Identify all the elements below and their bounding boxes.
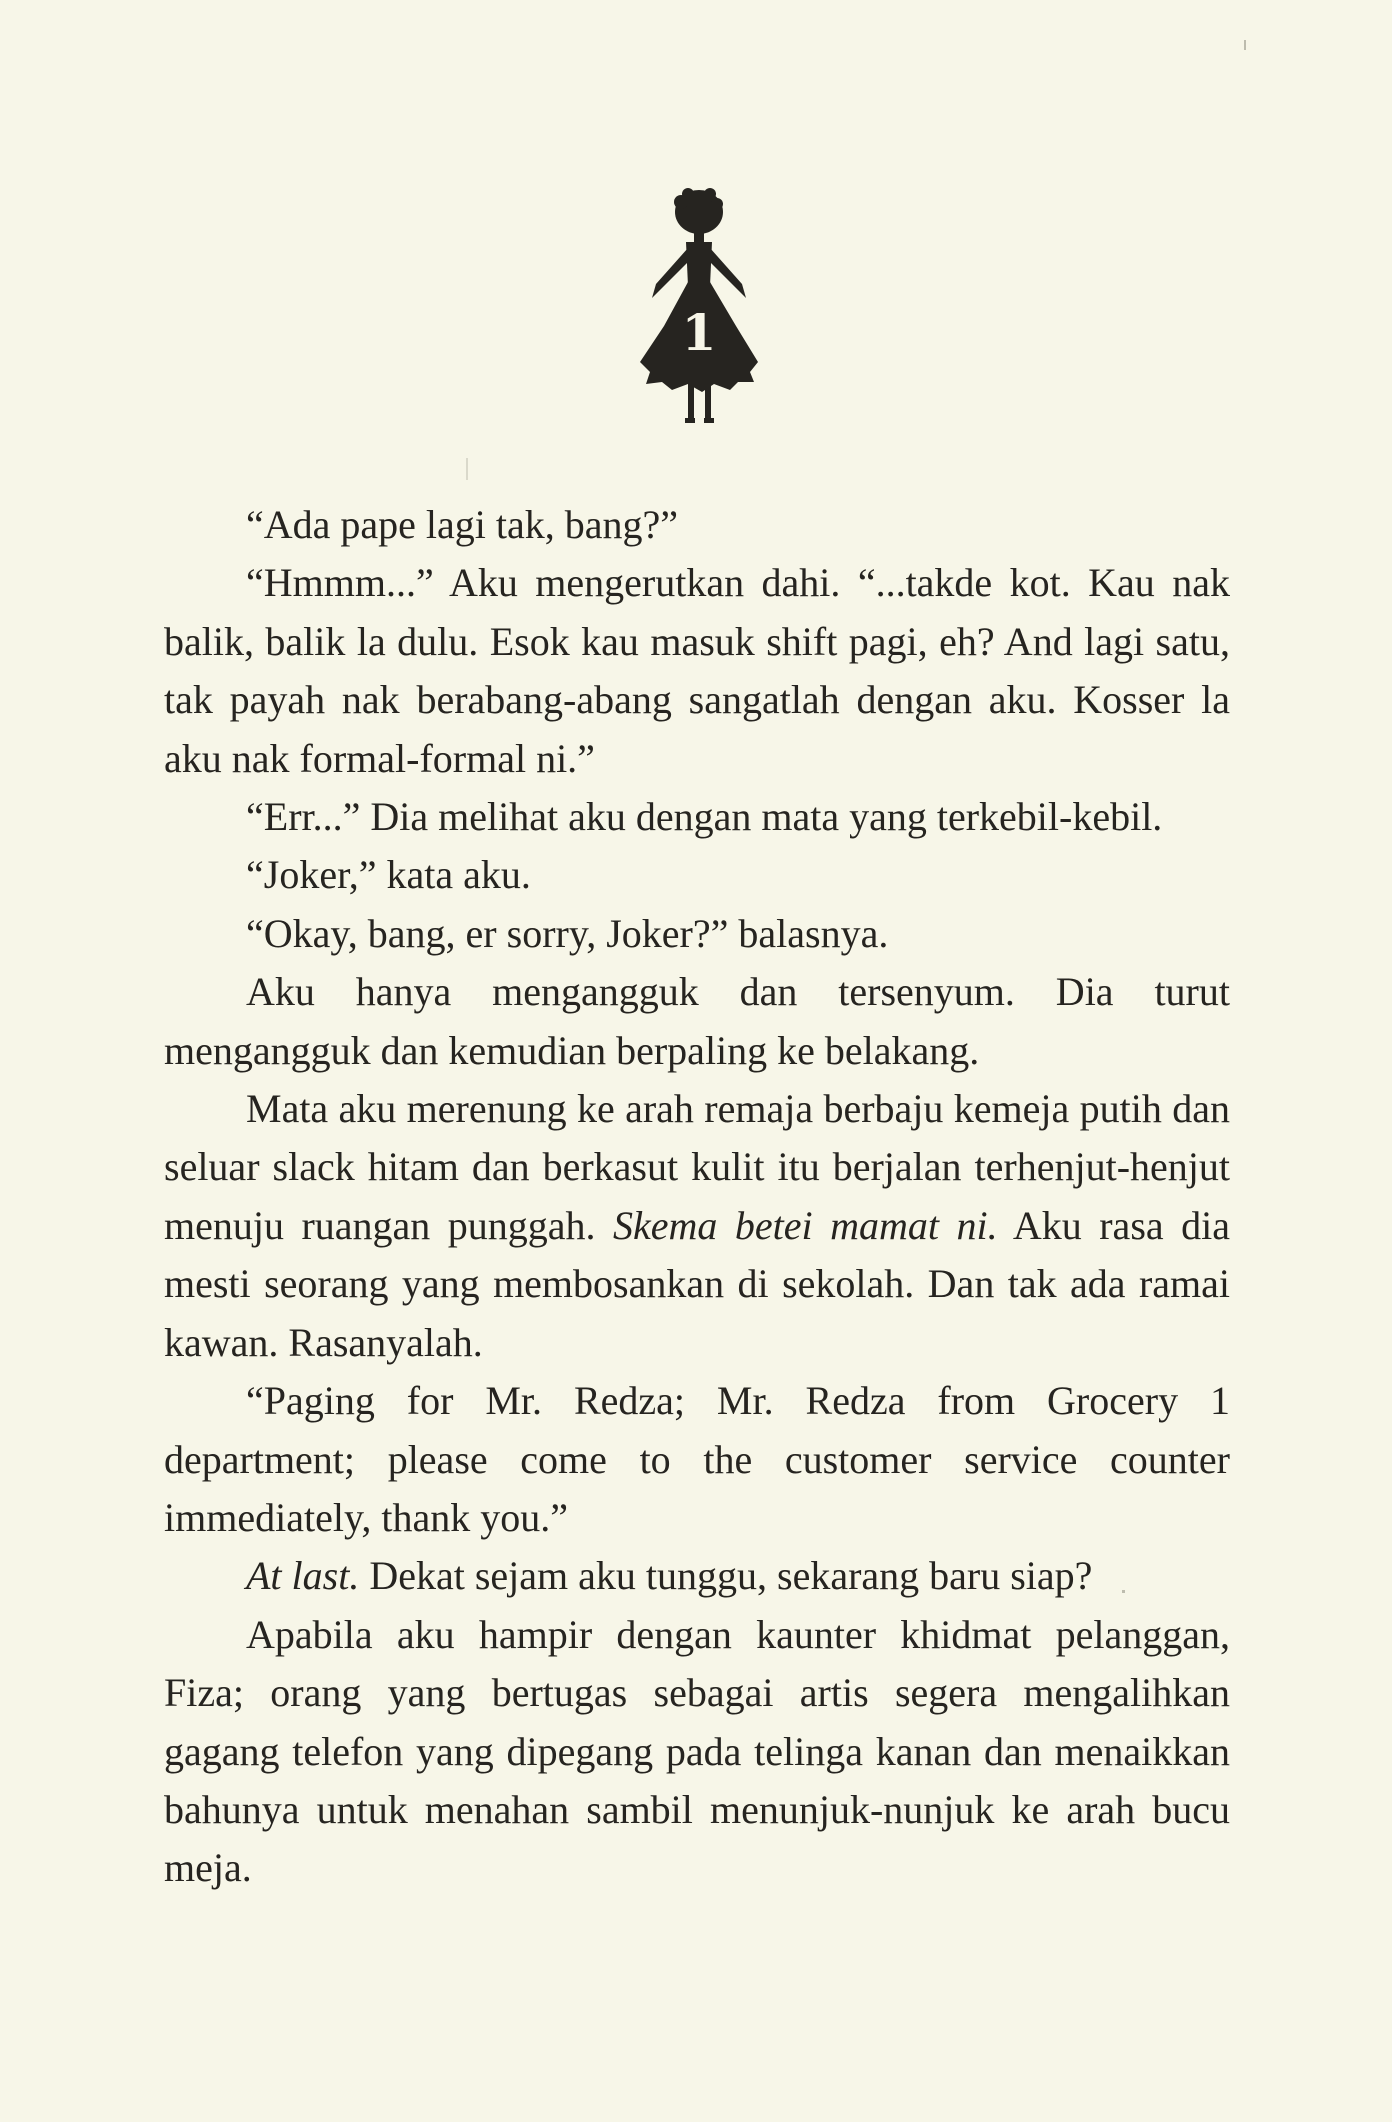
- scan-speck: [1244, 40, 1246, 50]
- text-segment: “Ada pape lagi tak, bang?”: [246, 502, 679, 547]
- paragraph: [164, 1080, 1230, 1372]
- text-segment: Dekat sejam aku tunggu, sekarang baru siap?: [359, 1553, 1093, 1599]
- text-segment: Aku hanya mengangguk dan tersenyum. Dia turut mengangguk dan kemudian berpaling ke belakang.: [164, 969, 1230, 1073]
- text-segment: “Paging for Mr. Redza; Mr. Redza from Grocery 1 department; please come to the customer service counter immediately, thank you.”: [164, 1378, 1230, 1540]
- scan-speck: [466, 458, 468, 480]
- paragraph: [164, 554, 1230, 788]
- paragraph: [164, 1372, 1230, 1547]
- italic-phrase: At last.: [246, 1553, 360, 1599]
- paragraph: [164, 905, 1230, 963]
- chapter-heading: [626, 186, 772, 436]
- chapter-number: 1: [681, 303, 717, 362]
- paragraph: [164, 788, 1230, 846]
- body-text: [164, 496, 1230, 1898]
- text-segment: “Joker,” kata aku.: [246, 852, 531, 898]
- text-segment: “Hmmm...” Aku mengerutkan dahi. “...takde kot. Kau nak balik, balik la dulu. Esok kau masuk shift pagi, eh? And lagi satu, tak payah nak berabang-abang sangatlah dengan aku. Kosser la aku nak formal-formal ni.”: [164, 560, 1230, 781]
- paragraph: [164, 846, 1230, 904]
- text-segment: Apabila aku hampir dengan kaunter khidmat pelanggan, Fiza; orang yang bertugas sebagai artis segera mengalihkan gagang telefon yang dipegang pada telinga kanan dan menaikkan bahunya untuk menahan sambil menunjuk-nunjuk ke arah bucu meja.: [164, 1611, 1230, 1891]
- text-segment: Aku rasa dia mesti seorang yang membosankan di sekolah. Dan tak ada ramai kawan. Rasanyalah.: [164, 1202, 1230, 1365]
- text-segment: Mata aku merenung ke arah remaja berbaju kemeja putih dan seluar slack hitam dan berkasut kulit itu berjalan terhenjut-henjut menuju ruangan punggah.: [164, 1086, 1230, 1248]
- text-segment: “Okay, bang, er sorry, Joker?” balasnya.: [246, 910, 889, 956]
- paragraph: [164, 963, 1230, 1080]
- paragraph: [164, 496, 1230, 554]
- paragraph: [164, 1606, 1230, 1898]
- scan-speck: [1122, 1590, 1125, 1593]
- text-segment: “Err...” Dia melihat aku dengan mata yang terkebil-kebil.: [246, 794, 1163, 840]
- italic-phrase: Skema betei mamat ni.: [613, 1202, 998, 1248]
- paragraph: [164, 1547, 1230, 1605]
